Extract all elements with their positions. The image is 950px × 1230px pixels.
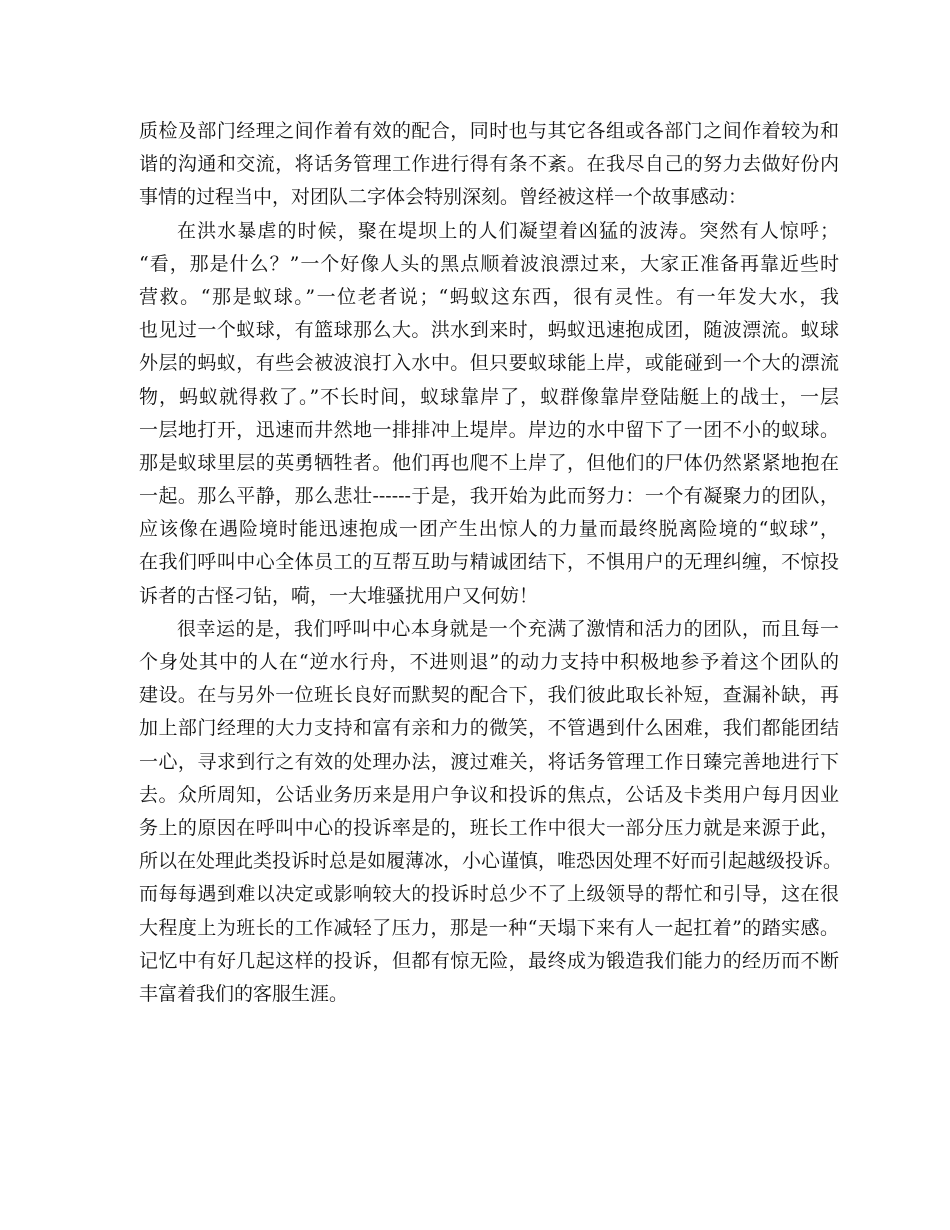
text-line: 一起。那么平静，那么悲壮------于是，我开始为此而努力：一个有凝聚力的团队，: [139, 485, 839, 508]
paragraph: [139, 115, 839, 215]
text-line: “看，那是什么？”一个好像人头的黑点顺着波浪漂过来，大家正准备再靠近些时: [139, 252, 839, 275]
text-line: 应该像在遇险境时能迅速抱成一团产生出惊人的力量而最终脱离险境的“蚁球”，: [139, 518, 839, 541]
text-line: 而每每遇到难以决定或影响较大的投诉时总少不了上级领导的帮忙和引导，这在很: [139, 883, 839, 906]
text-line: 务上的原因在呼叫中心的投诉率是的，班长工作中很大一部分压力就是来源于此，: [139, 816, 839, 839]
text-line: 营救。“那是蚁球。”一位老者说；“蚂蚁这东西，很有灵性。有一年发大水，我: [139, 285, 839, 308]
text-line: 丰富着我们的客服生涯。: [139, 982, 349, 1005]
text-line: 所以在处理此类投诉时总是如履薄冰，小心谨慎，唯恐因处理不好而引起越级投诉。: [139, 850, 843, 873]
text-line: 记忆中有好几起这样的投诉，但都有惊无险，最终成为锻造我们能力的经历而不断: [139, 949, 839, 972]
text-line: 一层地打开，迅速而井然地一排排冲上堤岸。岸边的水中留下了一团不小的蚁球。: [139, 418, 839, 441]
text-line: 大程度上为班长的工作减轻了压力，那是一种“天塌下来有人一起扛着”的踏实感。: [139, 916, 839, 939]
text-line: 加上部门经理的大力支持和富有亲和力的微笑，不管遇到什么困难，我们都能团结: [139, 717, 839, 740]
text-line: 谐的沟通和交流，将话务管理工作进行得有条不紊。在我尽自己的努力去做好份内: [139, 153, 839, 176]
text-line: 物，蚂蚁就得救了。”不长时间，蚁球靠岸了，蚁群像靠岸登陆艇上的战士，一层: [139, 385, 839, 408]
paragraph: [139, 215, 839, 613]
text-line: 质检及部门经理之间作着有效的配合，同时也与其它各组或各部门之间作着较为和: [139, 120, 839, 142]
text-line: 个身处其中的人在“逆水行舟，不进则退”的动力支持中积极地参予着这个团队的: [139, 651, 839, 673]
text-line: 一心，寻求到行之有效的处理办法，渡过难关，将话务管理工作日臻完善地进行下: [139, 750, 839, 773]
paragraph: [139, 613, 843, 1011]
text-line: 诉者的古怪刁钻，嗬，一大堆骚扰用户又何妨！: [139, 584, 539, 607]
text-line: 那是蚁球里层的英勇牺牲者。他们再也爬不上岸了，但他们的尸体仍然紧紧地抱在: [139, 451, 839, 474]
text-line: 外层的蚂蚁，有些会被波浪打入水中。但只要蚁球能上岸，或能碰到一个大的漂流: [139, 352, 839, 375]
text-line: 建设。在与另外一位班长良好而默契的配合下，我们彼此取长补短，查漏补缺，再: [139, 684, 839, 707]
text-line: 也见过一个蚁球，有篮球那么大。洪水到来时，蚂蚁迅速抱成团，随波漂流。蚁球: [139, 319, 839, 342]
text-line: 很幸运的是，我们呼叫中心本身就是一个充满了激情和活力的团队，而且每一: [177, 617, 839, 640]
text-line: 在洪水暴虐的时候，聚在堤坝上的人们凝望着凶猛的波涛。突然有人惊呼；: [177, 219, 839, 242]
text-line: 去。众所周知，公话业务历来是用户争议和投诉的焦点，公话及卡类用户每月因业: [139, 783, 839, 806]
text-line: 事情的过程当中，对团队二字体会特别深刻。曾经被这样一个故事感动：: [139, 186, 748, 209]
document-body: [139, 115, 843, 1011]
text-line: 在我们呼叫中心全体员工的互帮互助与精诚团结下，不惧用户的无理纠缠，不惊投: [139, 551, 839, 574]
